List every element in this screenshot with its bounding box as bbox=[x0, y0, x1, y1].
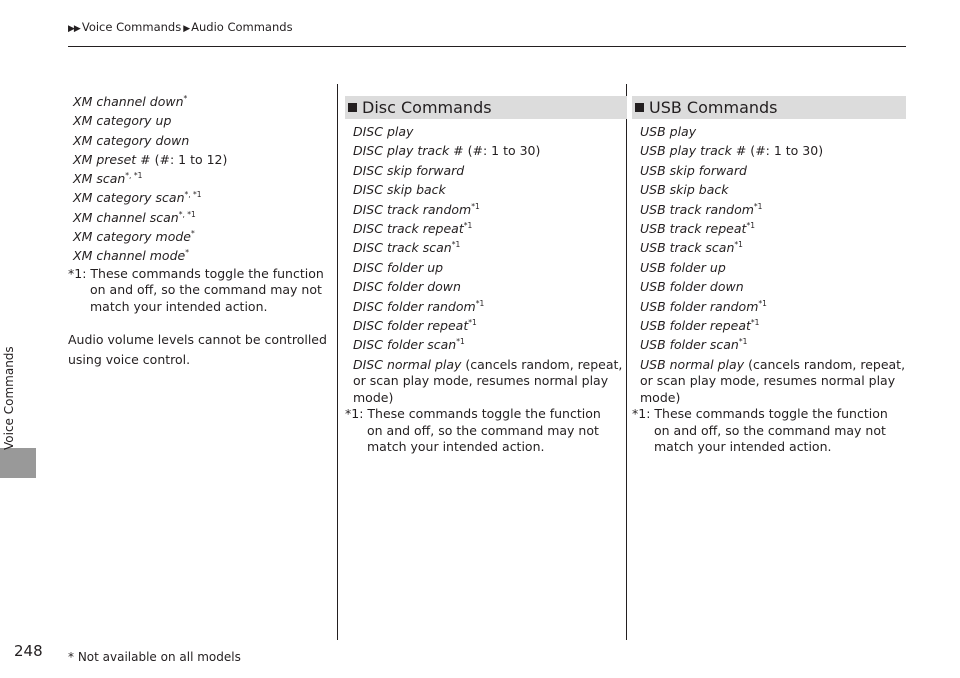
usb-command: USB play bbox=[640, 124, 697, 139]
xm-command: XM channel down* bbox=[73, 93, 188, 109]
usb-footnote bbox=[632, 406, 906, 456]
footnote-marker: *1 bbox=[753, 201, 763, 211]
xm-commands-column bbox=[68, 92, 328, 370]
xm-command: XM channel scan$^{*, *1}$ bbox=[73, 209, 196, 225]
footnote-marker: * bbox=[183, 93, 188, 103]
usb-command: USB folder scan$^{*1}$ bbox=[640, 337, 748, 353]
footnote-marker: *, *1 bbox=[178, 209, 196, 219]
xm-command: XM category down bbox=[73, 132, 190, 148]
disc-commands-heading bbox=[345, 96, 627, 119]
disc-footnote-rest: on and off, so the command may not match your intended action. bbox=[367, 422, 599, 455]
xm-command: XM category up bbox=[73, 113, 172, 129]
footnote-marker: *1 bbox=[758, 298, 767, 308]
page-number: 248 bbox=[14, 642, 43, 660]
disc-footnote bbox=[345, 406, 627, 456]
square-bullet-icon bbox=[635, 103, 644, 112]
footnote-marker: *1 bbox=[475, 298, 485, 308]
usb-command: USB play track # (#: 1 to 30) bbox=[640, 143, 824, 159]
usb-command: USB track random$^{*1}$ bbox=[640, 201, 763, 217]
usb-commands-body bbox=[632, 122, 906, 456]
footnote-marker: *1 bbox=[468, 317, 477, 327]
square-bullet-icon bbox=[348, 103, 357, 112]
footnote-marker: *1 bbox=[738, 337, 748, 347]
usb-command: USB folder down bbox=[640, 279, 744, 295]
breadcrumb-voice-commands-link[interactable]: Voice Commands bbox=[81, 20, 182, 34]
disc-commands-section bbox=[345, 96, 627, 456]
footnote-marker: *1 bbox=[750, 317, 760, 327]
arrow-icon: ▶ bbox=[183, 24, 190, 34]
disc-footnote-lead: *1: These commands toggle the function bbox=[345, 406, 601, 422]
xm-command: XM scan$^{*, *1}$ bbox=[73, 171, 143, 187]
header-divider bbox=[68, 46, 906, 47]
usb-command: USB folder repeat$^{*1}$ bbox=[640, 317, 760, 334]
usb-command: USB skip back bbox=[640, 182, 729, 198]
left-footnote-lead: *1: These commands toggle the function bbox=[68, 265, 324, 281]
disc-command: DISC track repeat$^{*1}$ bbox=[353, 220, 473, 237]
xm-command: XM category mode* bbox=[73, 228, 195, 245]
usb-footnote-rest: on and off, so the command may not match your intended action. bbox=[654, 422, 886, 455]
disc-command: DISC folder repeat$^{*1}$ bbox=[353, 317, 477, 334]
footnote-marker: *1 bbox=[746, 220, 755, 230]
footnote-marker: *1 bbox=[463, 220, 473, 230]
disc-commands-body bbox=[345, 122, 627, 456]
usb-commands-title: USB Commands bbox=[649, 98, 778, 117]
disc-command-list bbox=[353, 122, 627, 355]
footnote-marker: *1 bbox=[456, 337, 465, 347]
footnote-marker: *1 bbox=[734, 240, 743, 250]
usb-commands-section bbox=[632, 96, 906, 456]
usb-command: USB track repeat$^{*1}$ bbox=[640, 220, 755, 237]
disc-command: DISC folder up bbox=[353, 259, 444, 275]
footnote-marker: * bbox=[185, 248, 189, 258]
disc-commands-title: Disc Commands bbox=[362, 98, 492, 117]
usb-command: USB folder up bbox=[640, 259, 726, 275]
disc-command: DISC track random$^{*1}$ bbox=[353, 201, 480, 217]
usb-command: USB folder random$^{*1}$ bbox=[640, 298, 767, 314]
volume-paragraph: Audio volume levels cannot be controlled using voice control. bbox=[68, 332, 327, 368]
disc-command: DISC track scan$^{*1}$ bbox=[353, 240, 461, 256]
left-footnote-rest: on and off, so the command may not match your intended action. bbox=[90, 282, 322, 314]
usb-normal-play-command: USB normal play (cancels random, repeat, or scan play mode, resumes normal play mode) bbox=[640, 356, 906, 405]
footnote-marker: *, *1 bbox=[125, 171, 143, 181]
column-divider-1 bbox=[337, 84, 338, 640]
disc-command: DISC folder down bbox=[353, 279, 461, 295]
breadcrumb bbox=[68, 20, 293, 34]
disc-command: DISC play track # (#: 1 to 30) bbox=[353, 143, 541, 159]
xm-command: XM category scan$^{*, *1}$ bbox=[73, 190, 202, 206]
usb-commands-heading bbox=[632, 96, 906, 119]
disc-command: DISC play bbox=[353, 124, 414, 139]
chapter-side-label: Voice Commands bbox=[2, 346, 16, 450]
footnote-marker: * bbox=[191, 228, 195, 238]
breadcrumb-audio-commands-link[interactable]: Audio Commands bbox=[191, 20, 293, 34]
xm-command-list bbox=[68, 92, 328, 266]
usb-footnote-lead: *1: These commands toggle the function bbox=[632, 406, 888, 422]
usb-command: USB skip forward bbox=[640, 162, 747, 178]
disc-command: DISC folder scan$^{*1}$ bbox=[353, 337, 465, 353]
disc-normal-play-command: DISC normal play (cancels random, repeat, or scan play mode, resumes normal play mode) bbox=[353, 356, 623, 405]
availability-note: * Not available on all models bbox=[68, 650, 241, 664]
usb-command-list bbox=[640, 122, 906, 355]
footnote-marker: *1 bbox=[451, 240, 461, 250]
left-footnote bbox=[68, 266, 328, 316]
xm-command: XM channel mode* bbox=[73, 248, 189, 264]
double-arrow-icon: ▶▶ bbox=[68, 24, 80, 34]
disc-command: DISC skip forward bbox=[353, 162, 465, 178]
xm-command: XM preset # (#: 1 to 12) bbox=[73, 151, 228, 167]
disc-command: DISC skip back bbox=[353, 182, 446, 198]
usb-command: USB track scan$^{*1}$ bbox=[640, 240, 743, 256]
footnote-marker: *1 bbox=[471, 201, 480, 211]
footnote-marker: *, *1 bbox=[184, 190, 202, 200]
chapter-tab-marker[interactable] bbox=[0, 448, 36, 478]
disc-command: DISC folder random$^{*1}$ bbox=[353, 298, 485, 314]
